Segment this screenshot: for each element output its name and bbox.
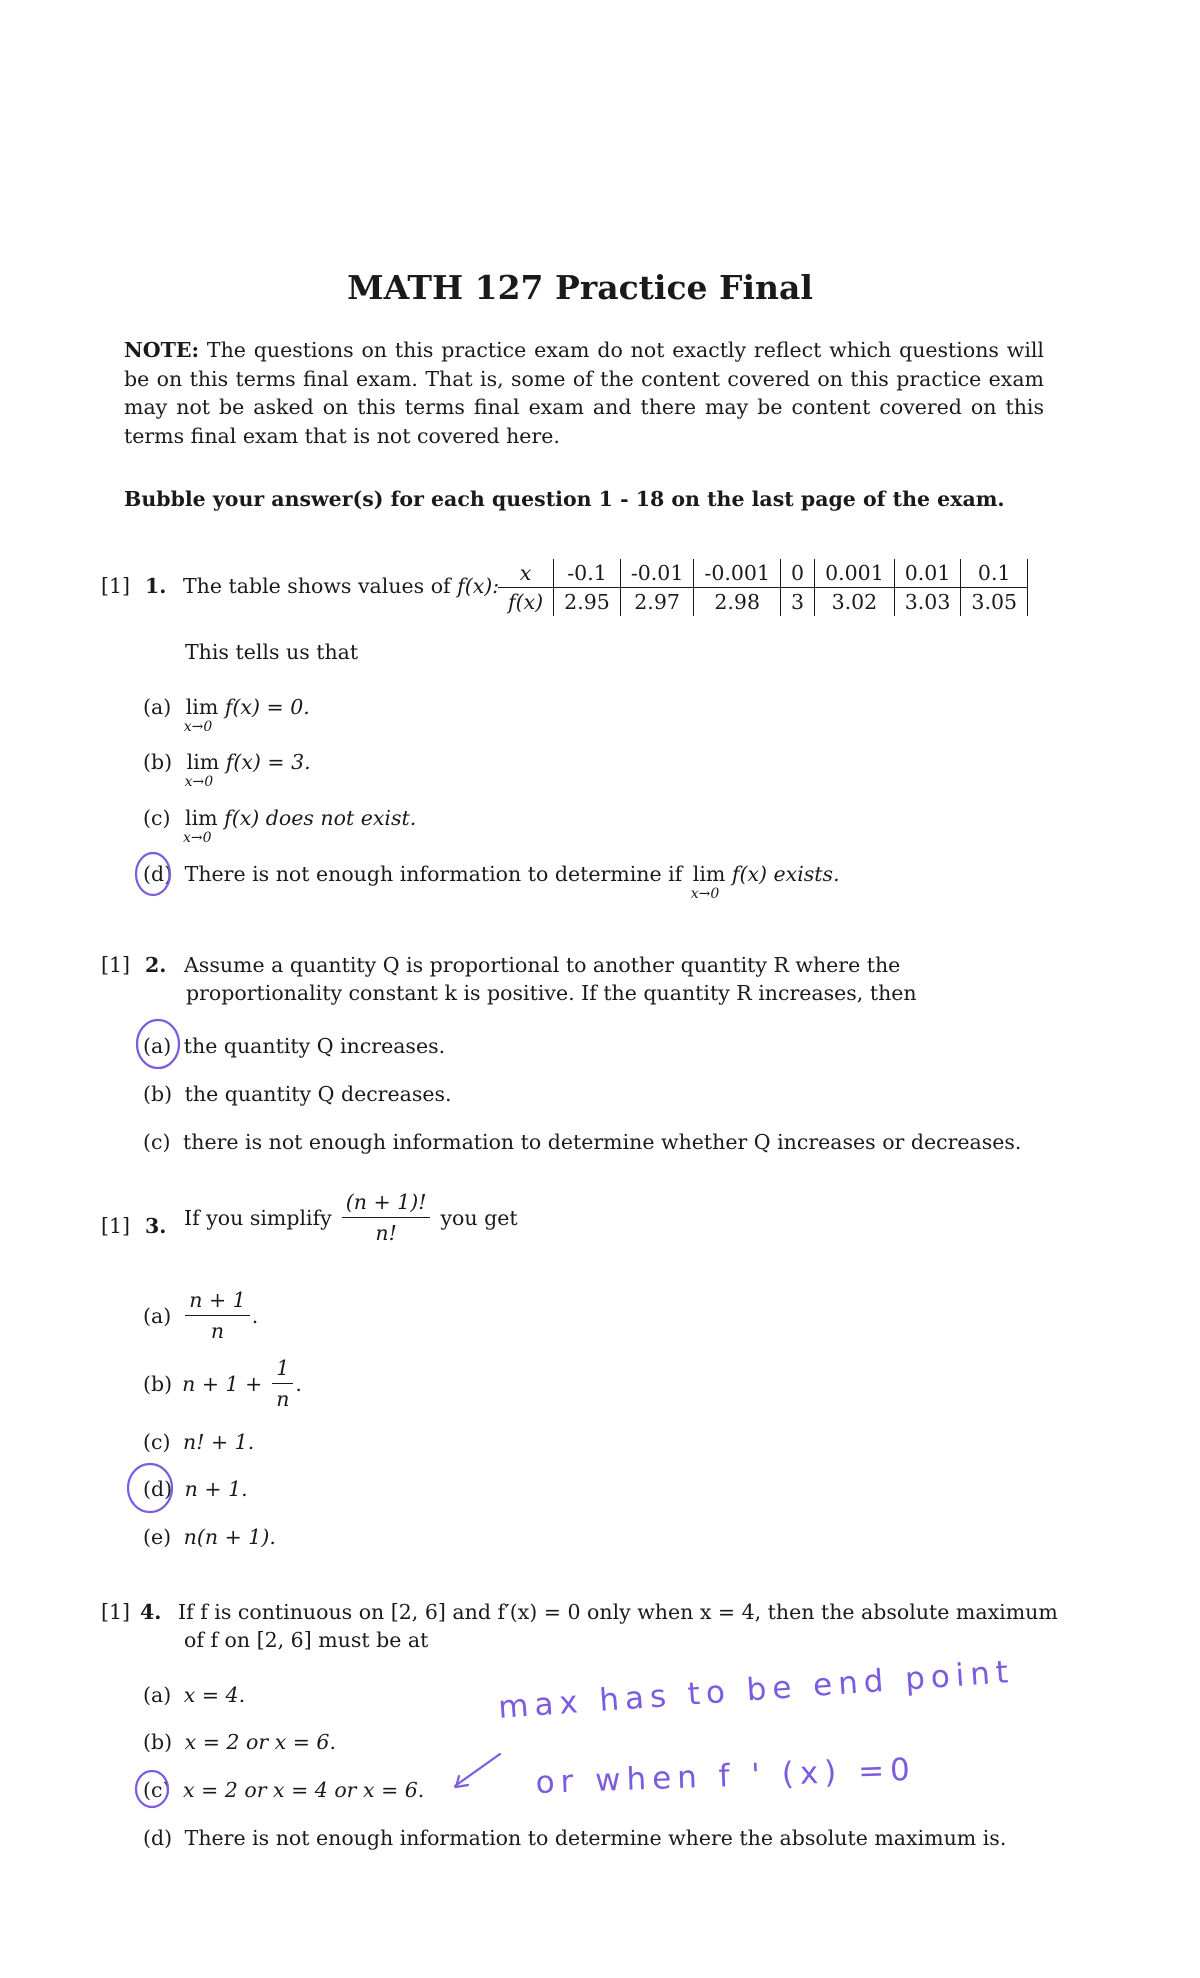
fraction-denominator: n! xyxy=(375,1221,397,1245)
fraction-denominator: n xyxy=(276,1387,290,1411)
q1-fx: f(x): xyxy=(457,574,500,598)
lim-text: lim xyxy=(185,695,219,719)
table-cell: 3.05 xyxy=(961,588,1028,617)
table-cell: 0.01 xyxy=(894,559,961,588)
fraction-numerator: (n + 1)! xyxy=(342,1190,431,1218)
q3-points: [1] xyxy=(101,1214,131,1238)
option-text: the quantity Q decreases. xyxy=(184,1082,452,1106)
q3-stem-pre: If you simplify xyxy=(184,1205,332,1230)
option-text: n(n + 1). xyxy=(183,1525,276,1549)
q3-stem-post: you get xyxy=(440,1205,518,1230)
option-label: (d) xyxy=(143,862,173,886)
lim-text: lim xyxy=(692,862,726,886)
q4-stem-line2: of f on [2, 6] must be at xyxy=(184,1628,429,1652)
q3-number: 3. xyxy=(145,1214,167,1238)
q1-stem-text: The table shows values of xyxy=(183,574,451,598)
table-cell: 2.98 xyxy=(694,588,781,617)
option-text: There is not enough information to determine if xyxy=(184,862,683,886)
option-label: (a) xyxy=(143,1303,172,1328)
q1-followup: This tells us that xyxy=(185,640,359,664)
lim-subscript: x→0 xyxy=(184,774,214,790)
period: . xyxy=(251,1303,259,1328)
fraction-denominator: n xyxy=(210,1319,225,1343)
option-text: the quantity Q increases. xyxy=(183,1034,446,1058)
table-cell: 3 xyxy=(781,588,815,617)
handwritten-note-line1: max has to be end point xyxy=(497,1653,1016,1726)
option-text: f(x) = 3. xyxy=(225,750,311,774)
bubble-instruction: Bubble your answer(s) for each question 1 - 18 on the last page of the exam. xyxy=(124,487,1005,511)
option-text: f(x) does not exist. xyxy=(224,806,417,830)
option-label: (b) xyxy=(143,750,173,774)
table-cell: -0.1 xyxy=(554,559,621,588)
option-label: (d) xyxy=(143,1477,173,1501)
period: . xyxy=(295,1371,302,1396)
answer-circle-q4c xyxy=(136,1771,171,1807)
option-text: x = 2 or x = 4 or x = 6. xyxy=(183,1778,425,1802)
table-cell: x xyxy=(498,559,554,588)
note-text: The questions on this practice exam do not exactly reflect which questions will be on this terms final exam. That is, some of the content covered on this practice exam may not be asked on this terms final exam and there may be content covered on this terms final exam that is not covered here. xyxy=(124,338,1044,448)
option-text: f(x) = 0. xyxy=(224,695,310,719)
option-label: (a) xyxy=(143,695,172,719)
option-label: (c) xyxy=(143,1430,171,1454)
option-text: x = 2 or x = 6. xyxy=(184,1730,336,1754)
option-label: (c) xyxy=(143,1130,171,1154)
answer-circle-q2a xyxy=(137,1020,179,1068)
option-label: (c) xyxy=(143,1778,171,1802)
lim-text: lim xyxy=(185,806,218,830)
fraction-numerator: n + 1 xyxy=(185,1288,249,1316)
q2-number: 2. xyxy=(145,953,167,977)
option-text: n + 1 + xyxy=(182,1371,263,1396)
table-cell: f(x) xyxy=(498,588,554,617)
q4-stem-line1: If f is continuous on [2, 6] and f′(x) = 0 only when x = 4, then the absolute maximum xyxy=(178,1600,1058,1624)
q1-number: 1. xyxy=(145,574,167,598)
page-title: MATH 127 Practice Final xyxy=(347,268,813,307)
fraction-numerator: 1 xyxy=(272,1356,293,1384)
table-cell: 0 xyxy=(781,559,815,588)
table-cell: -0.001 xyxy=(694,559,781,588)
lim-text: lim xyxy=(186,750,220,774)
answer-circle-q1d xyxy=(136,853,173,895)
option-text: n + 1. xyxy=(184,1477,248,1501)
table-cell: 3.03 xyxy=(894,588,961,617)
option-label: (e) xyxy=(143,1525,172,1549)
table-cell: 2.97 xyxy=(620,588,694,617)
q4-number: 4. xyxy=(140,1600,162,1624)
table-cell: 3.02 xyxy=(815,588,895,617)
lim-subscript: x→0 xyxy=(183,830,212,846)
option-label: (b) xyxy=(143,1371,173,1396)
answer-circle-q3d xyxy=(128,1464,172,1512)
q4-points: [1] xyxy=(101,1600,131,1624)
lim-subscript: x→0 xyxy=(690,886,720,902)
option-label: (b) xyxy=(143,1082,173,1106)
table-cell: 0.1 xyxy=(961,559,1028,588)
option-label: (a) xyxy=(143,1683,172,1707)
option-label: (c) xyxy=(143,806,171,830)
table-cell: -0.01 xyxy=(620,559,694,588)
q2-points: [1] xyxy=(101,953,131,977)
option-text: x = 4. xyxy=(183,1683,246,1707)
note-label: NOTE: xyxy=(124,338,200,362)
option-label: (b) xyxy=(143,1730,173,1754)
handwritten-note-line2: or when f ' (x) =0 xyxy=(535,1751,917,1801)
option-label: (d) xyxy=(143,1826,173,1850)
table-cell: 2.95 xyxy=(554,588,621,617)
q2-stem-line1: Assume a quantity Q is proportional to another quantity R where the xyxy=(184,953,901,977)
option-tail: f(x) exists. xyxy=(731,862,840,886)
arrow-icon xyxy=(455,1754,500,1787)
option-text: there is not enough information to determine whether Q increases or decreases. xyxy=(183,1130,1022,1154)
table-cell: 0.001 xyxy=(815,559,895,588)
option-label: (a) xyxy=(143,1034,172,1058)
option-text: n! + 1. xyxy=(183,1430,255,1454)
lim-subscript: x→0 xyxy=(183,719,213,735)
q2-stem-line2: proportionality constant k is positive. If the quantity R increases, then xyxy=(186,981,917,1005)
option-text: There is not enough information to determine where the absolute maximum is. xyxy=(184,1826,1007,1850)
q1-points: [1] xyxy=(101,574,131,598)
